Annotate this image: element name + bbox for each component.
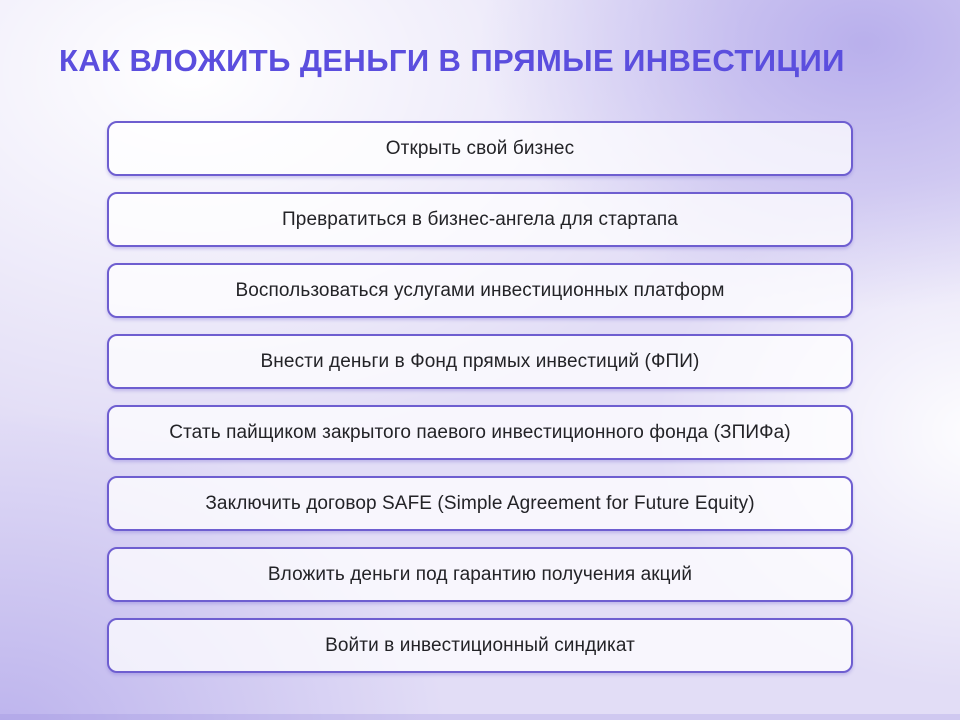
option-box: [107, 476, 853, 531]
option-label: Вложить деньги под гарантию получения акций: [267, 563, 693, 585]
option-box: [107, 121, 853, 176]
option-box: [107, 618, 853, 673]
option-box: [107, 547, 853, 602]
option-label: Стать пайщиком закрытого паевого инвестиционного фонда (ЗПИФа): [169, 421, 791, 443]
option-label: Заключить договор SAFE (Simple Agreement for Future Equity): [205, 492, 755, 514]
option-box: [107, 192, 853, 247]
slide-title: КАК ВЛОЖИТЬ ДЕНЬГИ В ПРЯМЫЕ ИНВЕСТИЦИИ: [59, 43, 845, 78]
option-box: [107, 334, 853, 389]
option-box: [107, 405, 853, 460]
option-label: Внести деньги в Фонд прямых инвестиций (ФПИ): [260, 350, 700, 372]
option-label: Открыть свой бизнес: [385, 137, 575, 159]
option-label: Превратиться в бизнес-ангела для стартапа: [282, 208, 678, 230]
option-label: Воспользоваться услугами инвестиционных платформ: [235, 279, 725, 301]
option-label: Войти в инвестиционный синдикат: [325, 634, 635, 656]
options-list: [107, 121, 853, 673]
option-box: [107, 263, 853, 318]
